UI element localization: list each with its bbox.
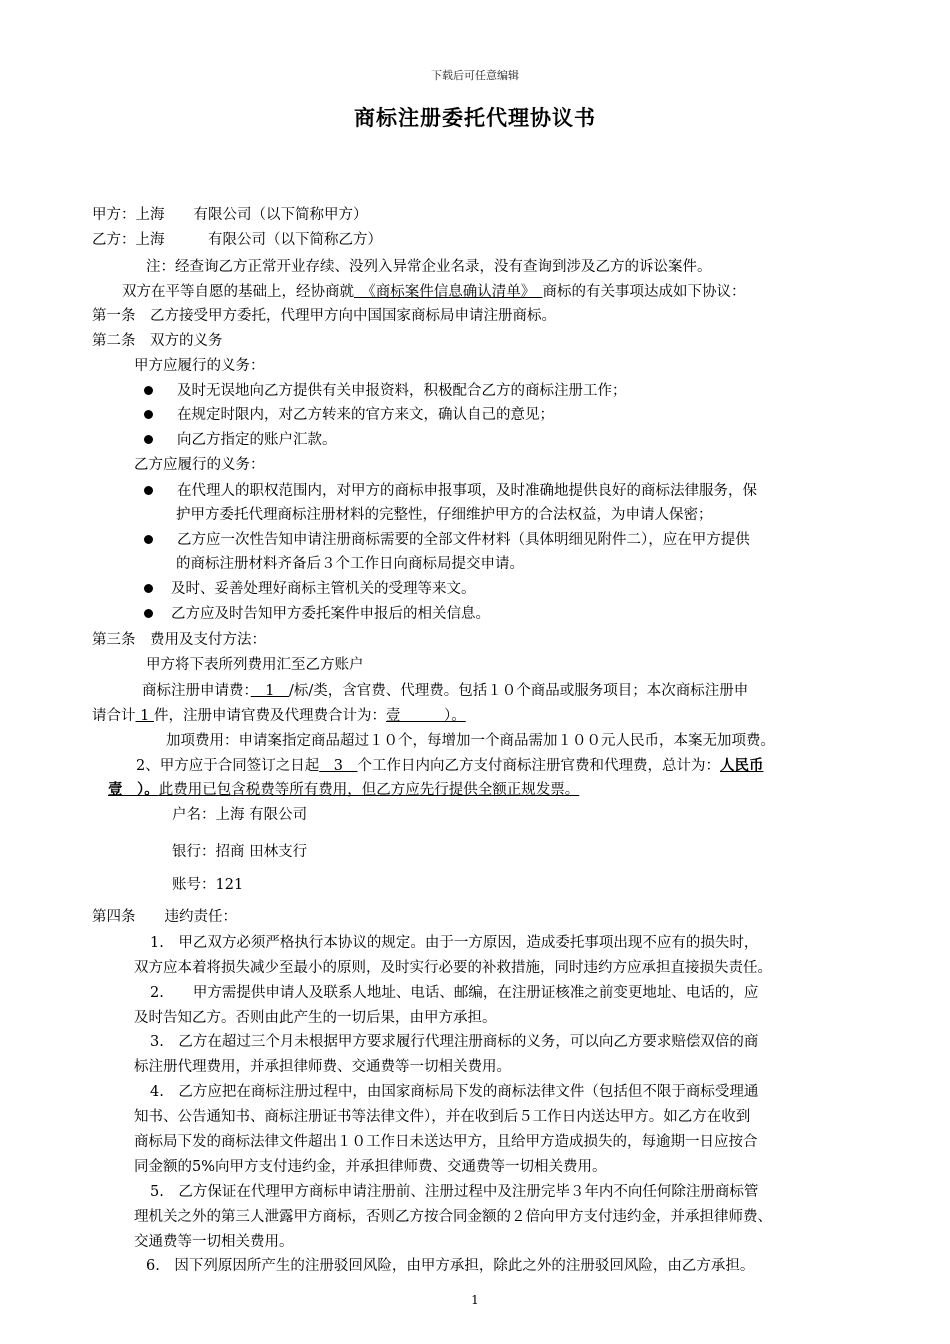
party-b-obligations-title: 乙方应履行的义务： <box>134 457 265 473</box>
application-count: 1 <box>135 708 154 724</box>
bullet-icon <box>144 584 153 593</box>
extra-fee-note: 加项费用：申请案指定商品超过１０个，每增加一个商品需加１００元人民币，本案无加项费。 <box>166 733 775 749</box>
registration-fee-line: 商标注册申请费： 1 /标/类，含官费、代理费。包括１０个商品或服务项目；本次商标注册申 <box>142 683 749 699</box>
list-item: 及时无误地向乙方提供有关申报资料，积极配合乙方的商标注册工作； <box>144 381 627 401</box>
account-number: 账号：121 <box>172 877 244 893</box>
payment-line-continued: 壹 ）。此费用已包含税费等所有费用，但乙方应先行提供全额正规发票。 <box>108 781 580 798</box>
bullet-icon <box>144 486 153 495</box>
party-b: 乙方：上海 有限公司（以下简称乙方） <box>92 232 382 248</box>
payment-amount: 人民币 <box>719 757 764 774</box>
list-item: 在代理人的职权范围内，对甲方的商标申报事项，及时准确地提供良好的商标法律服务，保 <box>144 481 757 501</box>
list-item: 及时、妥善处理好商标主管机关的受理等来文。 <box>144 579 476 599</box>
clause-line: 交通费等一切相关费用。 <box>134 1234 294 1250</box>
total-fee-line: 请合计 1 件，注册申请官费及代理费合计为：壹 ）。 <box>92 708 466 724</box>
bullet-icon <box>144 386 153 395</box>
clause-line: 双方应本着将损失减少至最小的原则，及时实行必要的补救措施，同时违约方应承担直接损失责任。 <box>134 960 772 976</box>
intro-paragraph <box>122 282 746 302</box>
clause-line: 6. 因下列原因所产生的注册驳回风险，由甲方承担，除此之外的注册驳回风险，由乙方承担。 <box>146 1258 755 1274</box>
clause-line: 商标局下发的商标法律文件超出１０工作日未送达甲方，且给甲方造成损失的，每逾期一日应按合 <box>134 1134 758 1150</box>
bank-name: 银行：招商 田林支行 <box>172 844 308 860</box>
bullet-icon <box>144 535 153 544</box>
article-3-heading: 第三条 费用及支付方法： <box>92 632 266 648</box>
page-number: 1 <box>471 1293 479 1307</box>
payment-line: 2、甲方应于合同签订之日起 3 个工作日内向乙方支付商标注册官费和代理费，总计为：人民币 <box>136 757 764 774</box>
clause-line: 5. 乙方保证在代理甲方商标申请注册前、注册过程中及注册完毕３年内不向任何除注册商标管 <box>150 1184 759 1200</box>
bullet-icon <box>144 410 153 419</box>
list-item-continuation: 护甲方委托代理商标注册材料的完整性，仔细维护甲方的合法权益，为申请人保密； <box>176 507 713 523</box>
total-fee-value: 壹 ）。 <box>385 708 466 724</box>
inquiry-note: 注：经查询乙方正常开业存续、没列入异常企业名录，没有查询到涉及乙方的诉讼案件。 <box>146 259 712 275</box>
intro-text-post: 商标的有关事项达成如下协议： <box>542 284 746 300</box>
page-header-note: 下载后可任意编辑 <box>431 69 519 82</box>
bullet-icon <box>144 609 153 618</box>
fee-amount: 1 <box>250 683 289 699</box>
intro-document-reference: 《商标案件信息确认清单》 <box>354 284 543 300</box>
fee-transfer-note: 甲方将下表所列费用汇至乙方账户 <box>146 657 364 673</box>
party-a: 甲方：上海 有限公司（以下简称甲方） <box>92 207 368 223</box>
clause-line: 及时告知乙方。否则由此产生的一切后果，由甲方承担。 <box>134 1010 497 1026</box>
account-name: 户名：上海 有限公司 <box>172 807 308 823</box>
list-item: 乙方应及时告知甲方委托案件申报后的相关信息。 <box>144 604 490 624</box>
list-item-continuation: 的商标注册材料齐备后３个工作日向商标局提交申请。 <box>176 556 524 572</box>
clause-line: 1. 甲乙双方必须严格执行本协议的规定。由于一方原因，造成委托事项出现不应有的损失时， <box>150 935 759 951</box>
bullet-icon <box>144 435 153 444</box>
clause-line: 4. 乙方应把在商标注册过程中，由国家商标局下发的商标法律文件（包括但不限于商标受理通 <box>150 1084 759 1100</box>
clause-line: 3. 乙方在超过三个月未根据甲方要求履行代理注册商标的义务，可以向乙方要求赔偿双倍的商 <box>150 1034 759 1050</box>
list-item: 在规定时限内，对乙方转来的官方来文，确认自己的意见； <box>144 405 554 425</box>
list-item: 乙方应一次性告知申请注册商标需要的全部文件材料（具体明细见附件二），应在甲方提供 <box>144 530 750 550</box>
clause-line: 同金额的5%向甲方支付违约金，并承担律师费、交通费等一切相关费用。 <box>134 1159 607 1175</box>
clause-line: 理机关之外的第三人泄露甲方商标，否则乙方按合同金额的２倍向甲方支付违约金，并承担律师费、 <box>134 1209 772 1225</box>
clause-line: 知书、公告通知书、商标注册证书等法律文件），并在收到后５工作日内送达甲方。如乙方在收到 <box>134 1109 751 1125</box>
list-item: 向乙方指定的账户汇款。 <box>144 430 337 450</box>
article-1: 第一条 乙方接受甲方委托，代理甲方向中国国家商标局申请注册商标。 <box>92 308 556 324</box>
party-a-obligations-title: 甲方应履行的义务： <box>134 358 265 374</box>
payment-days: 3 <box>319 758 358 774</box>
article-4-heading: 第四条 违约责任： <box>92 909 237 925</box>
article-2-heading: 第二条 双方的义务 <box>92 333 223 349</box>
document-title: 商标注册委托代理协议书 <box>354 105 596 130</box>
clause-line: 标注册代理费用，并承担律师费、交通费等一切相关费用。 <box>134 1059 511 1075</box>
intro-text-pre: 双方在平等自愿的基础上，经协商就 <box>122 284 354 300</box>
clause-line: 2. 甲方需提供申请人及联系人地址、电话、邮编，在注册证核准之前变更地址、电话的，应 <box>150 985 759 1001</box>
